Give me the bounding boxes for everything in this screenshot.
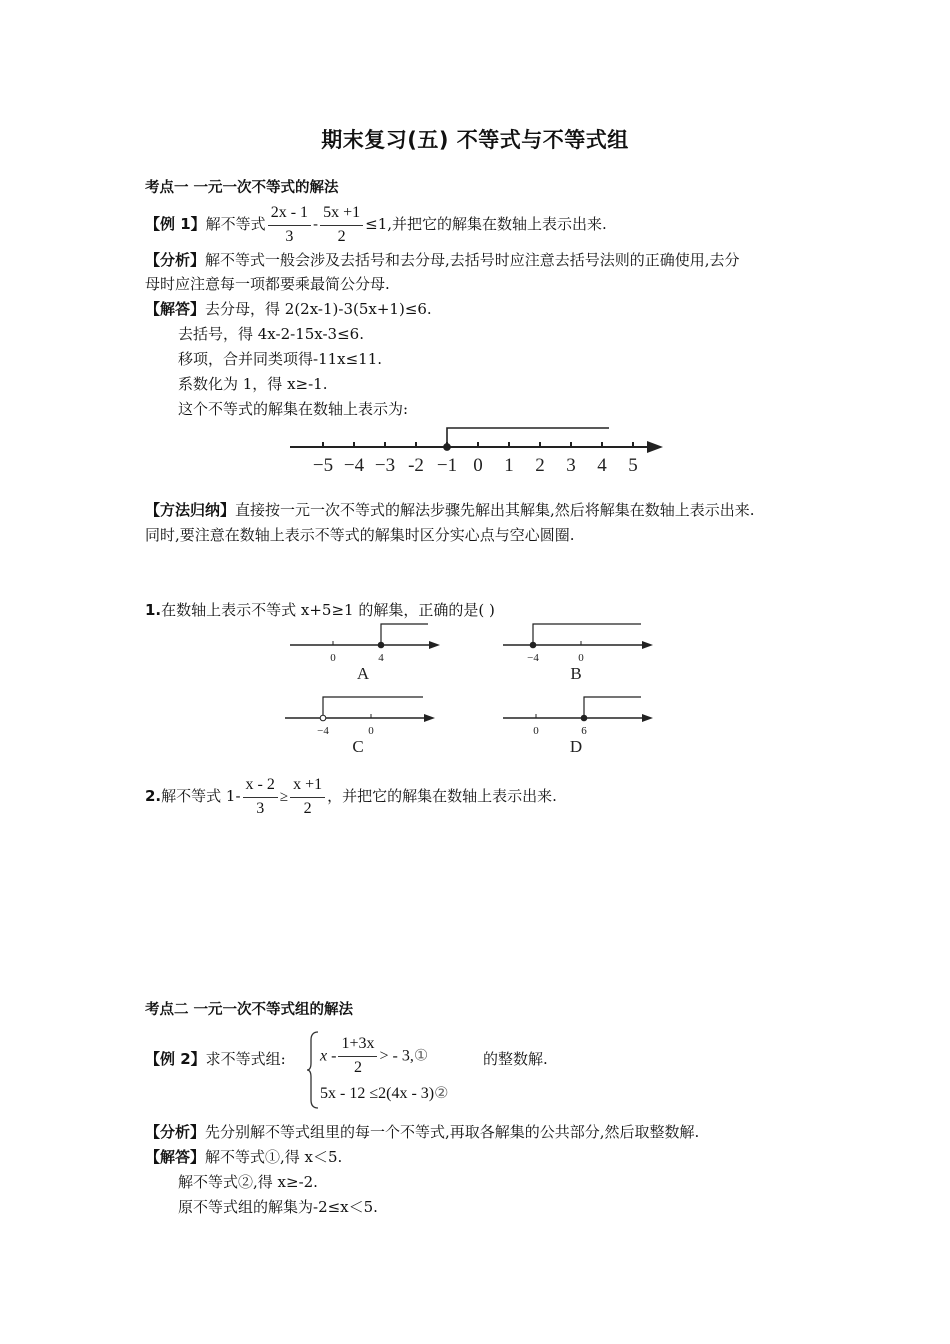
solution1-step5: 这个不等式的解集在数轴上表示为: [178,400,409,418]
example1-frac1-num: 2x - 1 [268,203,311,226]
question2-frac2 [290,775,325,820]
number-line-tick-label: 2 [535,455,545,476]
example1-frac2-num: 5x +1 [320,203,363,226]
analysis1-label: 【分析】 [145,251,206,269]
number-line-tick-label: 4 [597,455,607,476]
system-brace [306,1030,320,1110]
question2-suffix: ，并把它的解集在数轴上表示出来. [327,787,557,805]
option-endpoint [320,715,326,721]
option-c-diagram [285,697,435,756]
question1-text: 在数轴上表示不等式 x+5≥1 的解集，正确的是( ) [161,601,495,619]
solution1-line1 [145,298,432,320]
option-b-diagram [503,624,653,683]
page-title: 期末复习(五) 不等式与不等式组 [321,128,629,152]
system-circ1: ① [413,1047,429,1065]
arrow-head-icon [642,641,653,649]
option-letter[interactable]: D [569,737,583,756]
question2-frac2-num: x +1 [290,775,325,798]
analysis1-line1 [145,249,740,271]
arrow-head-icon [424,714,435,722]
example1 [145,200,607,248]
example1-minus: - [313,215,319,233]
option-tick-label: −4 [317,725,329,737]
number-line-tick-label: −1 [436,455,458,476]
number-line-tick-label: 3 [566,455,576,476]
option-solution-ray [533,624,641,645]
question2-prefix: 解不等式 1- [161,787,241,805]
system-ineq1-rhs: > - 3, [379,1047,414,1065]
solution2-step2: 解不等式②,得 x≥-2. [178,1173,318,1191]
question2-geq: ≥ [279,789,289,805]
option-letter[interactable]: C [352,737,364,756]
question2-frac1 [243,775,278,820]
analysis2-label: 【分析】 [145,1123,206,1141]
number-line-tick-label: −5 [312,455,334,476]
option-a-diagram [290,624,440,683]
option-tick-label: 0 [533,725,539,737]
option-endpoint [530,642,536,648]
example1-frac1-den: 3 [285,227,294,245]
number-line-tick-label: -2 [408,455,424,476]
solution2-step3: 原不等式组的解集为-2≤x＜5. [178,1198,378,1216]
arrow-head-icon [429,641,440,649]
number-line-tick-label: 5 [628,455,638,476]
option-tick-label: 6 [581,725,587,737]
analysis1-line2: 母时应注意每一项都要乘最简公分母. [145,275,390,293]
system-ineq2 [320,1083,448,1105]
option-d-diagram [503,697,653,756]
solution2-step1: 解不等式①,得 x＜5. [205,1148,343,1166]
option-tick-label: 0 [330,652,336,664]
solution1-step1: 去分母，得 2(2x-1)-3(5x+1)≤6. [205,300,432,318]
section1-heading: 考点一 一元一次不等式的解法 [145,180,339,196]
option-letter[interactable]: B [570,664,582,683]
method1-line2: 同时,要注意在数轴上表示不等式的解集时区分实心点与空心圆圈. [145,526,575,544]
option-solution-ray [381,624,428,645]
option-endpoint [581,715,587,721]
solution-ray [447,428,609,447]
solution1-label: 【解答】 [145,300,206,318]
question2-frac1-num: x - 2 [243,775,278,798]
system-circ2: ② [434,1085,449,1102]
number-line-tick-label: −4 [343,455,365,476]
method1-line1 [145,499,755,521]
solution2-label: 【解答】 [145,1148,206,1166]
example1-label: 【例 1】 [145,215,206,233]
arrow-head-icon [647,441,663,453]
example2-prefix: 求不等式组: [205,1050,286,1068]
example1-suffix: ≤1,并把它的解集在数轴上表示出来. [365,215,607,233]
question2-frac1-den: 3 [256,799,265,817]
number-line-tick-label: 0 [473,455,483,476]
number-line-example1 [285,420,670,480]
option-tick-label: 0 [578,652,584,664]
system-ineq2-text: 5x - 12 ≤2(4x - 3) [320,1085,435,1102]
system-ineq1-frac-num: 1+3x [338,1034,377,1057]
solution1-step3: 移项，合并同类项得-11x≤11. [178,350,383,368]
section2-heading: 考点二 一元一次不等式组的解法 [145,1002,354,1018]
question2-number: 2. [145,787,162,805]
question2-frac2-den: 2 [303,799,312,817]
example2-label: 【例 2】 [145,1050,206,1068]
solution1-step2: 去括号，得 4x-2-15x-3≤6. [178,325,364,343]
method1-text1: 直接按一元一次不等式的解法步骤先解出其解集,然后将解集在数轴上表示出来. [235,501,755,519]
number-line-tick-label: 1 [504,455,514,476]
example1-prefix: 解不等式 [205,215,266,233]
option-tick-label: 0 [368,725,374,737]
example1-frac1 [268,203,311,248]
option-solution-ray [584,697,641,718]
method1-label: 【方法归纳】 [145,501,236,519]
example2-suffix: 的整数解. [483,1050,548,1068]
system-ineq1 [320,1034,428,1079]
analysis2 [145,1121,699,1143]
example2-intro [145,1048,286,1070]
solution1-step4: 系数化为 1，得 x≥-1. [178,375,328,393]
arrow-head-icon [642,714,653,722]
option-tick-label: −4 [527,652,539,664]
question1-number: 1. [145,601,162,619]
number-line-tick-label: −3 [374,455,396,476]
option-endpoint [378,642,384,648]
system-ineq1-lhs: x - [320,1047,337,1065]
question2 [145,772,557,821]
solution2-line1 [145,1146,342,1168]
option-solution-ray [323,697,423,718]
system-ineq1-frac-den: 2 [353,1059,362,1076]
question1-options [285,615,675,765]
analysis2-text: 先分别解不等式组里的每一个不等式,再取各解集的公共部分,然后取整数解. [205,1123,700,1141]
example1-frac2-den: 2 [337,227,346,245]
example1-frac2 [320,203,363,248]
option-letter[interactable]: A [356,664,370,683]
analysis1-text1: 解不等式一般会涉及去括号和去分母,去括号时应注意去括号法则的正确使用,去分 [205,251,740,269]
system-ineq1-frac [338,1034,377,1079]
solution-endpoint [444,444,450,450]
option-tick-label: 4 [378,652,384,664]
